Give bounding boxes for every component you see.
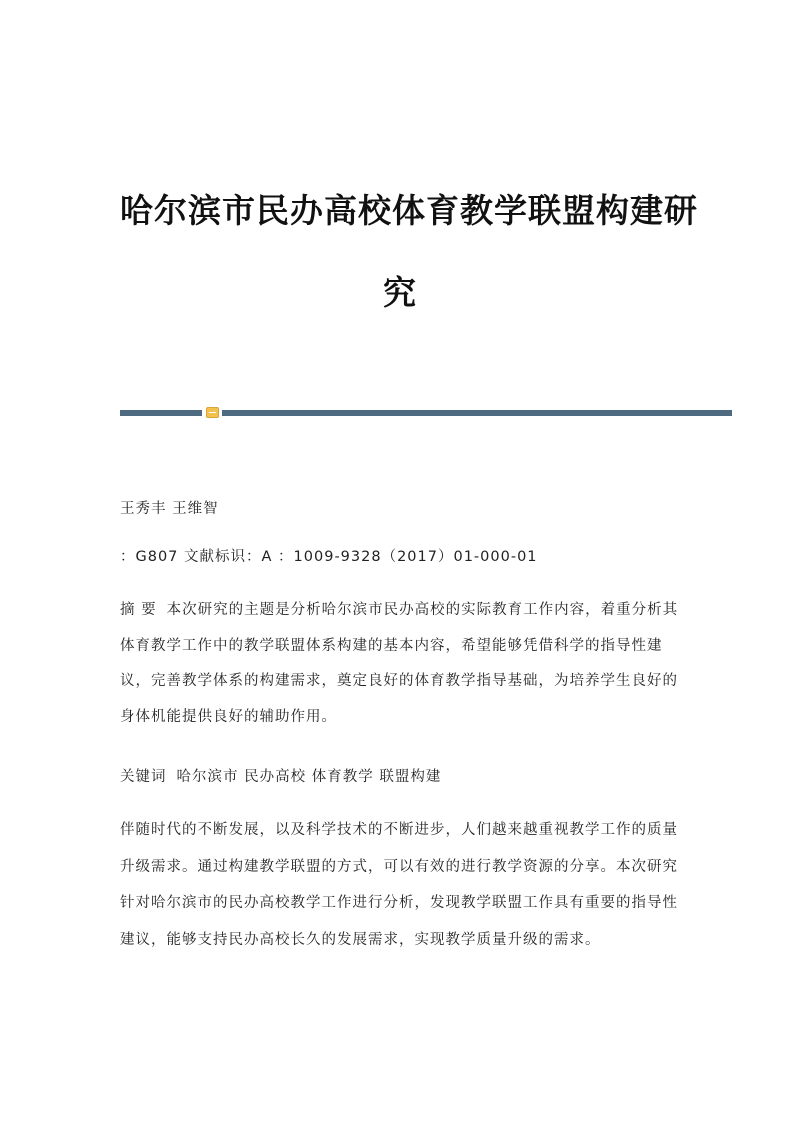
document-title-line-2: 究: [383, 273, 417, 312]
keywords-text: 哈尔滨市 民办高校 体育教学 联盟构建: [176, 769, 442, 785]
keywords-label: 关键词: [120, 769, 167, 785]
divider-bar-left: [120, 410, 202, 416]
keywords: [120, 765, 690, 786]
body-paragraph: 伴随时代的不断发展，以及科学技术的不断进步，人们越来越重视教学工作的质量升级需求。通过构建教学联盟的方式，可以有效的进行教学资源的分享。本次研究针对哈尔滨市的民办高校教学工作进行分析，发现教学联盟工作具有重要的指导性建议，能够支持民办高校长久的发展需求，实现教学质量升级的需求。: [120, 822, 678, 948]
abstract-label: 摘 要: [120, 602, 157, 618]
abstract: [120, 593, 690, 735]
document-title-line-1: 哈尔滨市民办高校体育教学联盟构建研: [120, 191, 698, 230]
abstract-text: 本次研究的主题是分析哈尔滨市民办高校的实际教育工作内容，着重分析其体育教学工作中的教学联盟体系构建的基本内容，希望能够凭借科学的指导性建议，完善教学体系的构建需求，奠定良好的体育教学指导基础，为培养学生良好的身体机能提供良好的辅助作用。: [120, 602, 679, 725]
authors: 王秀丰 王维智: [120, 501, 219, 517]
divider-bar-right: [222, 410, 732, 416]
divider-marker-icon: [206, 407, 219, 418]
title-divider: [120, 406, 732, 420]
classification-meta: ：G807 文献标识：A ：1009-9328（2017）01-000-01: [120, 549, 538, 565]
